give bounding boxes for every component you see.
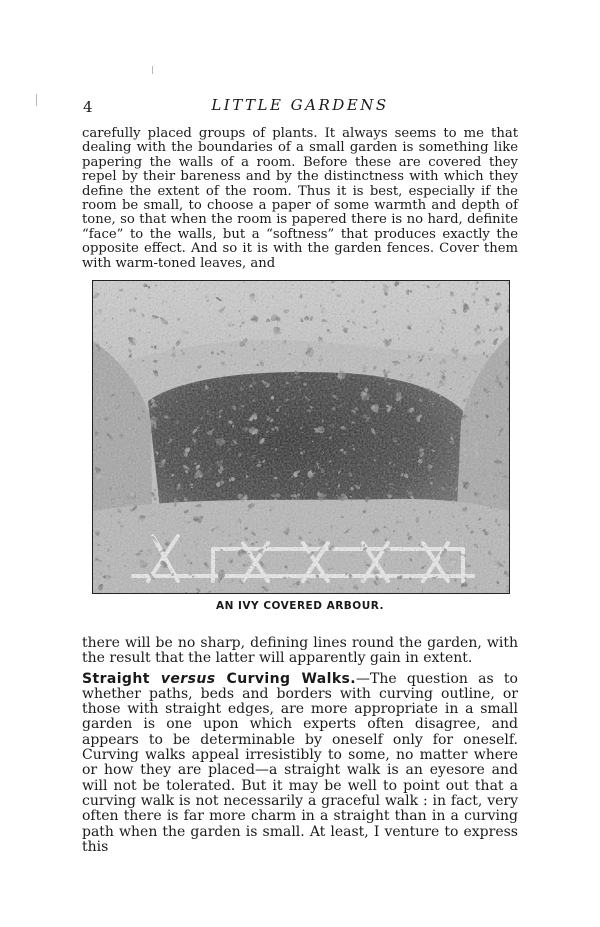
page-number: 4 (83, 98, 93, 116)
section-heading (82, 671, 356, 687)
section-heading-end: Curving Walks. (215, 670, 357, 687)
body-text-top (82, 127, 518, 271)
section-paragraph (82, 672, 518, 856)
section-body: —The question as to whether paths, beds and borders with curving outline, or those with straight edges, are more appropriate in a small garden is one upon which experts often disagree, and appears to be determinable by oneself only for oneself. Curving walks appeal irresistibly to some, no matter where or how they are placed—a straight walk is an eyesore and will not be tolerated. But it may be well to point out that a curving walk is not necessarily a graceful walk : in fact, very often there is far more charm in a straight than in a curving path when the garden is small. At least, I venture to express this (82, 670, 518, 855)
stray-ink-mark (152, 66, 153, 74)
ivy-arbour-photograph (92, 280, 510, 594)
paragraph: there will be no sharp, defining lines round the garden, with the result that the latter will apparently gain in extent. (82, 635, 518, 667)
body-text-bottom (82, 636, 518, 855)
running-head: LITTLE GARDENS (211, 96, 389, 114)
section-heading-start: Straight (82, 670, 161, 687)
section-heading-versus: versus (160, 670, 216, 687)
paragraph: carefully placed groups of plants. It always seems to me that dealing with the boundaries of a small garden is something like papering the walls of a room. Before these are covered they repel by their bareness and by the distinctness with which they define the extent of the room. Thus it is best, especially if the room be small, to choose a paper of some warmth and depth of tone, so that when the room is papered there is no hard, definite “face” to the walls, but a “softness” that produces exactly the opposite effect. And so it is with the garden fences. Cover them with warm-toned leaves, and (82, 126, 518, 271)
figure-caption: AN IVY COVERED ARBOUR. (215, 600, 385, 612)
